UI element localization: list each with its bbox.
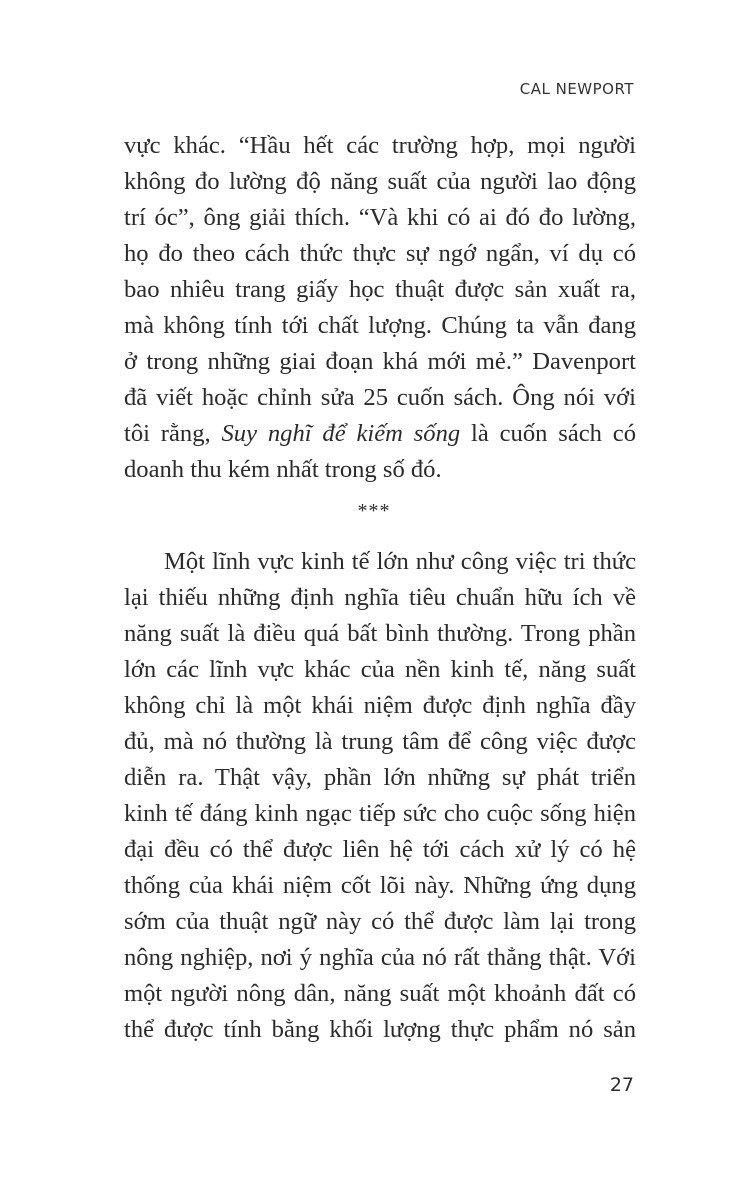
text-line: sớm của thuật ngữ này có thể được làm lại trong (124, 908, 636, 935)
text-line: Một lĩnh vực kinh tế lớn như công việc tri thức (164, 548, 636, 575)
text-line-with-book-title (124, 416, 636, 452)
text-fragment: là cuốn sách có (460, 420, 637, 447)
text-line: không đo lường độ năng suất của người lao động (124, 168, 636, 195)
text-line: thể được tính bằng khối lượng thực phẩm nó sản (124, 1016, 636, 1043)
text-line: doanh thu kém nhất trong số đó. (124, 456, 442, 483)
text-line: ở trong những giai đoạn khá mới mẻ.” Davenport (124, 348, 636, 375)
page-number: 27 (609, 1074, 634, 1096)
paragraph-continued (124, 128, 636, 488)
text-line: mà không tính tới chất lượng. Chúng ta vẫn đang (124, 312, 636, 339)
text-line: đã viết hoặc chỉnh sửa 25 cuốn sách. Ông nói với (124, 384, 636, 411)
text-fragment: tôi rằng, (124, 420, 222, 447)
text-line: vực khác. “Hầu hết các trường hợp, mọi người (124, 132, 636, 159)
text-line: nông nghiệp, nơi ý nghĩa của nó rất thẳng thật. Với (124, 944, 636, 971)
paragraph-new-section (124, 544, 636, 1048)
text-line: đủ, mà nó thường là trung tâm để công việc được (124, 728, 636, 755)
section-separator: *** (357, 500, 391, 522)
text-line: họ đo theo cách thức thực sự ngớ ngẩn, ví dụ có (124, 240, 636, 267)
book-title: Suy nghĩ để kiếm sống (221, 420, 461, 447)
text-line: diễn ra. Thật vậy, phần lớn những sự phát triển (124, 764, 636, 791)
text-line: không chỉ là một khái niệm được định nghĩa đầy (124, 692, 636, 719)
text-line: bao nhiêu trang giấy học thuật được sản xuất ra, (124, 276, 636, 303)
text-line: lớn các lĩnh vực khác của nền kinh tế, năng suất (124, 656, 636, 683)
text-line: một người nông dân, năng suất một khoảnh đất có (124, 980, 636, 1007)
text-line: kinh tế đáng kinh ngạc tiếp sức cho cuộc sống hiện (124, 800, 636, 827)
text-line: lại thiếu những định nghĩa tiêu chuẩn hữu ích về (124, 584, 636, 611)
text-line: thống của khái niệm cốt lõi này. Những ứng dụng (124, 872, 636, 899)
text-line: trí óc”, ông giải thích. “Và khi có ai đó đo lường, (124, 204, 636, 231)
text-line: đại đều có thể được liên hệ tới cách xử lý có hệ (124, 836, 636, 863)
text-line: năng suất là điều quá bất bình thường. Trong phần (124, 620, 636, 647)
running-header-author: CAL NEWPORT (519, 80, 634, 98)
